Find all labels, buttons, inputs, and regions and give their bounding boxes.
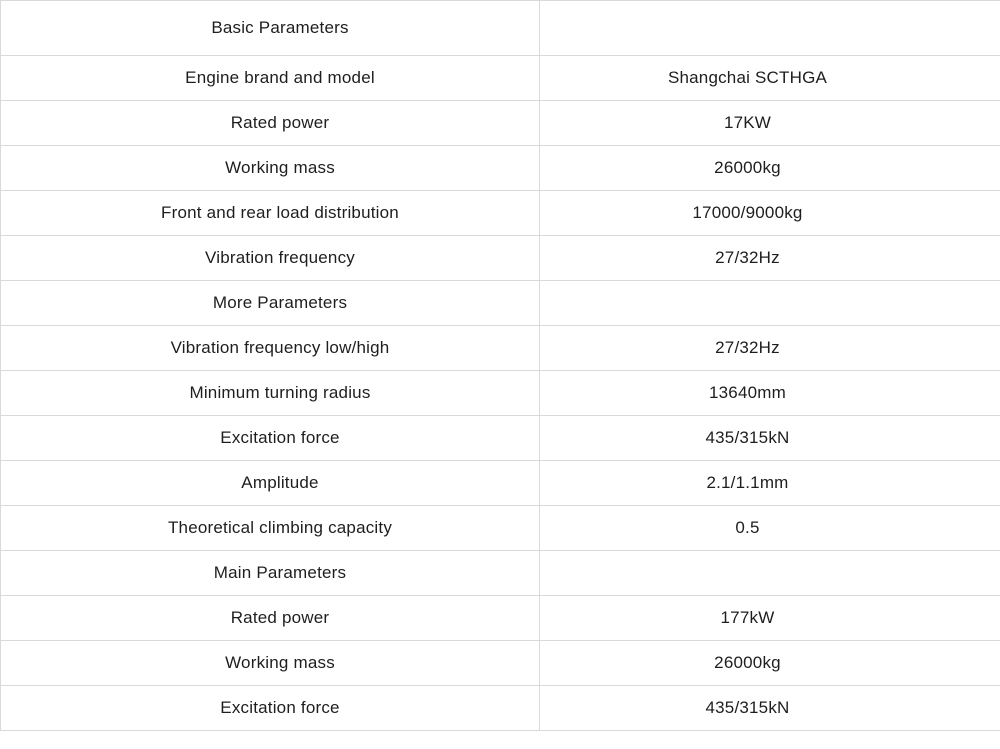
param-name-cell: Rated power (1, 101, 540, 146)
table-row (1, 506, 1000, 551)
param-name-cell: Vibration frequency low/high (1, 326, 540, 371)
param-name-cell: Rated power (1, 596, 540, 641)
section-header-row (1, 281, 1000, 326)
param-name-cell: Working mass (1, 146, 540, 191)
param-value-cell: 26000kg (540, 146, 1000, 191)
table-row (1, 641, 1000, 686)
param-name-cell: Excitation force (1, 416, 540, 461)
table-row (1, 101, 1000, 146)
param-name-cell: Engine brand and model (1, 56, 540, 101)
param-value-cell: 17KW (540, 101, 1000, 146)
param-name-cell: Amplitude (1, 461, 540, 506)
param-value-cell (540, 1, 1000, 56)
param-name-cell: Minimum turning radius (1, 371, 540, 416)
param-value-cell: 13640mm (540, 371, 1000, 416)
param-value-cell: 0.5 (540, 506, 1000, 551)
table-row (1, 191, 1000, 236)
param-name-cell: Basic Parameters (1, 1, 540, 56)
param-value-cell: 27/32Hz (540, 236, 1000, 281)
param-name-cell: Main Parameters (1, 551, 540, 596)
param-name-cell: Theoretical climbing capacity (1, 506, 540, 551)
param-value-cell: 2.1/1.1mm (540, 461, 1000, 506)
param-name-cell: Excitation force (1, 686, 540, 731)
param-value-cell: 435/315kN (540, 686, 1000, 731)
section-header-row (1, 551, 1000, 596)
param-name-cell: Working mass (1, 641, 540, 686)
param-value-cell: 177kW (540, 596, 1000, 641)
table-row (1, 371, 1000, 416)
param-name-cell: Vibration frequency (1, 236, 540, 281)
param-value-cell: Shangchai SCTHGA (540, 56, 1000, 101)
table-row (1, 326, 1000, 371)
table-row (1, 461, 1000, 506)
param-name-cell: Front and rear load distribution (1, 191, 540, 236)
table-row (1, 416, 1000, 461)
spec-table-body (1, 1, 1000, 731)
param-value-cell (540, 551, 1000, 596)
table-row (1, 236, 1000, 281)
section-header-row (1, 1, 1000, 56)
param-value-cell: 27/32Hz (540, 326, 1000, 371)
table-row (1, 146, 1000, 191)
table-row (1, 56, 1000, 101)
param-value-cell: 26000kg (540, 641, 1000, 686)
param-value-cell (540, 281, 1000, 326)
param-name-cell: More Parameters (1, 281, 540, 326)
param-value-cell: 17000/9000kg (540, 191, 1000, 236)
table-row (1, 596, 1000, 641)
table-row (1, 686, 1000, 731)
param-value-cell: 435/315kN (540, 416, 1000, 461)
